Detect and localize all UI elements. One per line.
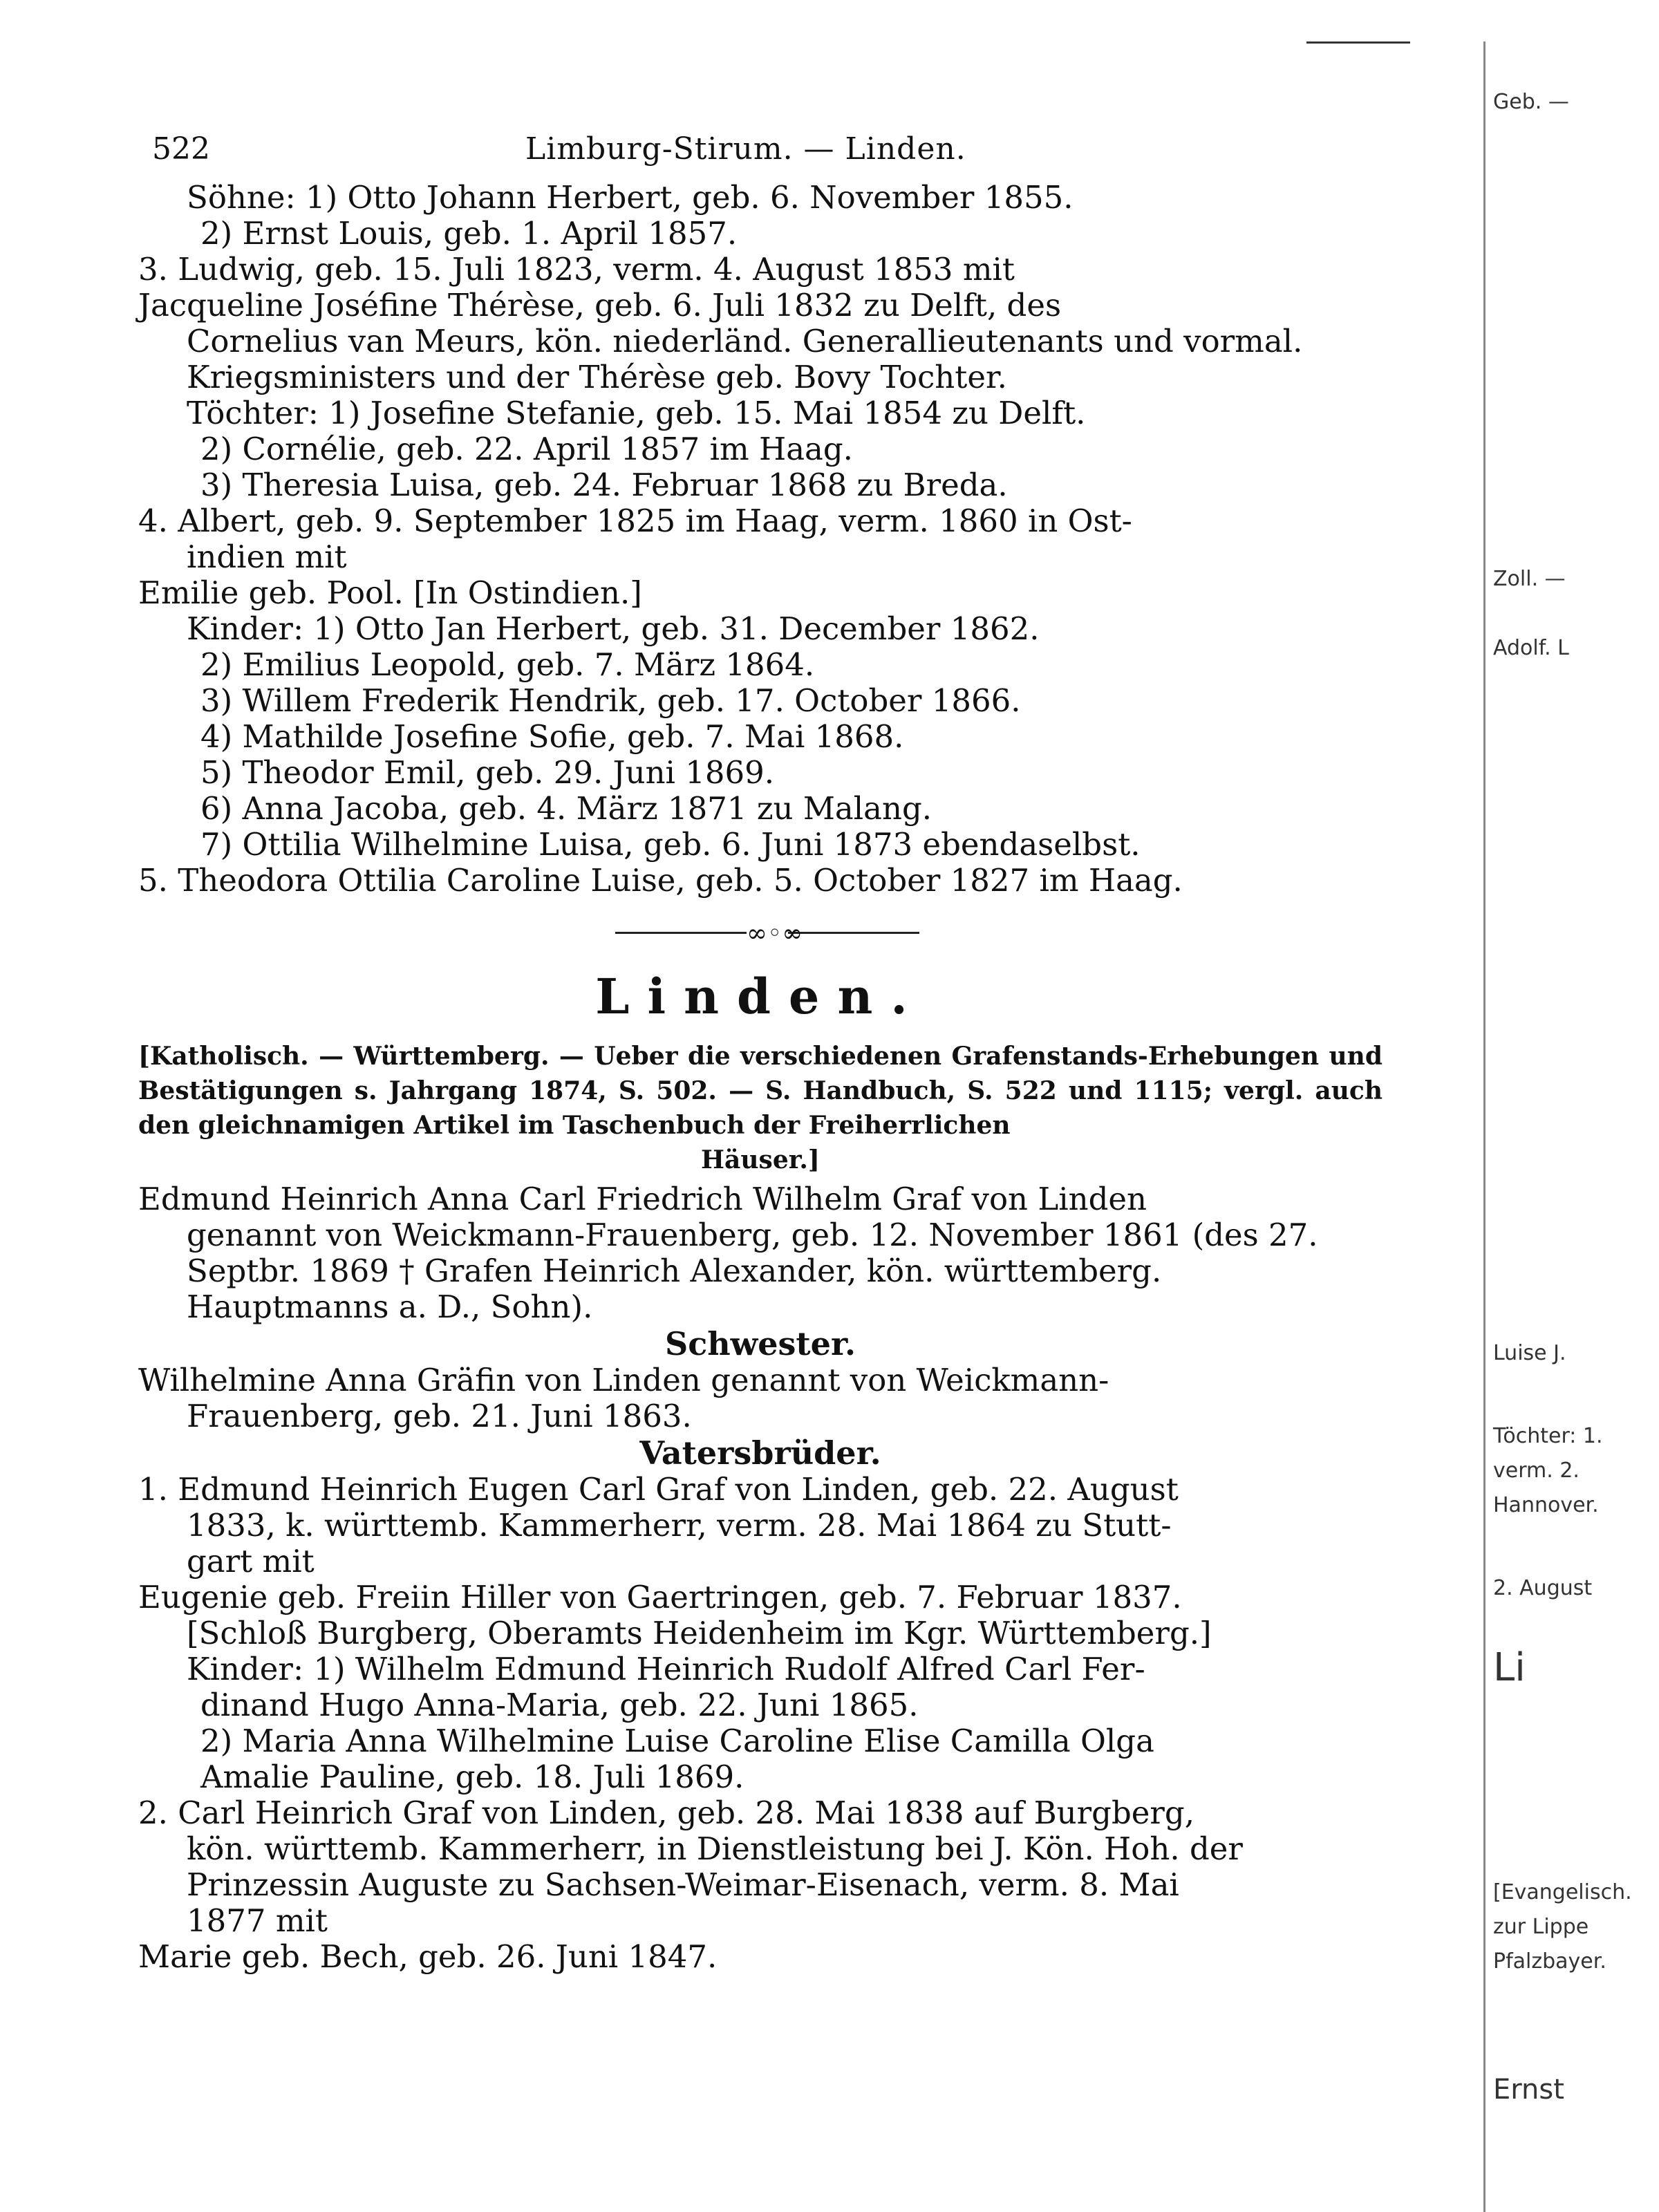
text-line: Eugenie geb. Freiin Hiller von Gaertringen, geb. 7. Februar 1837. [138, 1579, 1182, 1615]
text-line: 6) Anna Jacoba, geb. 4. März 1871 zu Malang. [200, 790, 932, 827]
subhead-schwester: Schwester. [665, 1325, 856, 1362]
margin-fragment: Zoll. — [1493, 567, 1566, 591]
text-line: Hauptmanns a. D., Sohn). [187, 1288, 593, 1325]
text-line: 4) Mathilde Josefine Sofie, geb. 7. Mai 1868. [200, 718, 904, 755]
text-line: 2. Carl Heinrich Graf von Linden, geb. 28. Mai 1838 auf Burgberg, [138, 1794, 1195, 1831]
text-line: 5. Theodora Ottilia Caroline Luise, geb. 5. October 1827 im Haag. [138, 862, 1183, 899]
text-line: 1. Edmund Heinrich Eugen Carl Graf von Linden, geb. 22. August [138, 1471, 1179, 1508]
text-line: 5) Theodor Emil, geb. 29. Juni 1869. [200, 754, 775, 791]
subhead-vatersbrueder: Vatersbrüder. [639, 1434, 881, 1472]
text-line: Marie geb. Bech, geb. 26. Juni 1847. [138, 1938, 718, 1975]
text-line: Töchter: 1) Josefine Stefanie, geb. 15. Mai 1854 zu Delft. [187, 395, 1086, 431]
text-line: Emilie geb. Pool. [In Ostindien.] [138, 574, 642, 611]
text-line: dinand Hugo Anna-Maria, geb. 22. Juni 1865. [200, 1687, 919, 1723]
text-line: Amalie Pauline, geb. 18. Juli 1869. [200, 1759, 744, 1795]
text-line: Wilhelmine Anna Gräfin von Linden genannt von Weickmann- [138, 1362, 1109, 1398]
margin-fragment: Töchter: 1. [1493, 1424, 1603, 1448]
text-line: 3) Willem Frederik Hendrik, geb. 17. October 1866. [200, 682, 1021, 719]
running-title: Limburg-Stirum. — Linden. [525, 131, 966, 167]
margin-fragment: zur Lippe [1493, 1915, 1589, 1939]
text-line: Kriegsministers und der Thérèse geb. Bovy Tochter. [187, 359, 1007, 395]
section-divider [138, 912, 1382, 954]
top-right-rule [1306, 41, 1410, 44]
margin-fragment: Ernst [1493, 2074, 1564, 2106]
text-line: Kinder: 1) Otto Jan Herbert, geb. 31. December 1862. [187, 610, 1040, 647]
text-line: kön. württemb. Kammerherr, in Dienstleistung bei J. Kön. Hoh. der [187, 1830, 1243, 1867]
page-number: 522 [152, 131, 210, 167]
margin-fragment: Hannover. [1493, 1493, 1599, 1517]
margin-fragment: [Evangelisch. [1493, 1880, 1632, 1904]
text-line: 2) Cornélie, geb. 22. April 1857 im Haag. [200, 431, 853, 467]
text-line: gart mit [187, 1543, 315, 1580]
section-note-end: Häuser.] [701, 1145, 820, 1174]
margin-fragment: Luise J. [1493, 1341, 1566, 1365]
text-line: 7) Ottilia Wilhelmine Luisa, geb. 6. Juni 1873 ebendaselbst. [200, 826, 1141, 863]
text-line: Prinzessin Auguste zu Sachsen-Weimar-Eisenach, verm. 8. Mai [187, 1866, 1179, 1903]
ornament-icon: ∞◦∞ [747, 919, 803, 948]
text-line: Septbr. 1869 † Grafen Heinrich Alexander, kön. württemberg. [187, 1253, 1162, 1289]
margin-fragment: Pfalzbayer. [1493, 1949, 1606, 1974]
page-header [138, 124, 1382, 180]
section-note: [Katholisch. — Württemberg. — Ueber die verschiedenen Grafenstands-Erhebungen und Bestätigungen s. Jahrgang 1874, S. 502. — S. Handbuch, S. 522 und 1115; vergl. auch den gleichnamigen Artikel im Taschenbuch der Freiherrlichen [138, 1042, 1382, 1140]
text-line: Cornelius van Meurs, kön. niederländ. Generallieutenants und vormal. [187, 323, 1303, 359]
margin-fragment: Geb. — [1493, 90, 1569, 114]
text-line: 2) Ernst Louis, geb. 1. April 1857. [200, 215, 738, 252]
text-line: 3. Ludwig, geb. 15. Juli 1823, verm. 4. August 1853 mit [138, 251, 1015, 288]
text-line: Kinder: 1) Wilhelm Edmund Heinrich Rudolf Alfred Carl Fer- [187, 1651, 1145, 1687]
text-line: Edmund Heinrich Anna Carl Friedrich Wilhelm Graf von Linden [138, 1181, 1147, 1217]
limburg-stirum-continuation [138, 180, 1382, 899]
margin-fragment: Adolf. L [1493, 636, 1569, 660]
margin-fragment: Li [1493, 1645, 1526, 1690]
text-line: 2) Emilius Leopold, geb. 7. März 1864. [200, 646, 815, 683]
facing-page-fragments [1479, 0, 1659, 2212]
text-line: Söhne: 1) Otto Johann Herbert, geb. 6. November 1855. [187, 179, 1074, 216]
text-line: genannt von Weickmann-Frauenberg, geb. 12. November 1861 (des 27. [187, 1217, 1318, 1253]
text-line: 1877 mit [187, 1902, 328, 1939]
section-title: Linden. [595, 968, 926, 1025]
text-line: Jacqueline Joséfine Thérèse, geb. 6. Juli 1832 zu Delft, des [138, 287, 1062, 324]
text-line: 4. Albert, geb. 9. September 1825 im Haag, verm. 1860 in Ost- [138, 503, 1132, 539]
text-line: 1833, k. württemb. Kammerherr, verm. 28. Mai 1864 zu Stutt- [187, 1507, 1172, 1544]
document-page [138, 124, 1382, 1975]
margin-fragment: verm. 2. [1493, 1459, 1580, 1483]
text-line: 2) Maria Anna Wilhelmine Luise Caroline Elise Camilla Olga [200, 1723, 1154, 1759]
text-line: [Schloß Burgberg, Oberamts Heidenheim im Kgr. Württemberg.] [187, 1615, 1212, 1651]
text-line: Frauenberg, geb. 21. Juni 1863. [187, 1398, 692, 1434]
linden-entries [138, 1181, 1382, 1975]
text-line: indien mit [187, 538, 347, 575]
text-line: 3) Theresia Luisa, geb. 24. Februar 1868 zu Breda. [200, 467, 1008, 503]
margin-fragment: 2. August [1493, 1576, 1593, 1600]
